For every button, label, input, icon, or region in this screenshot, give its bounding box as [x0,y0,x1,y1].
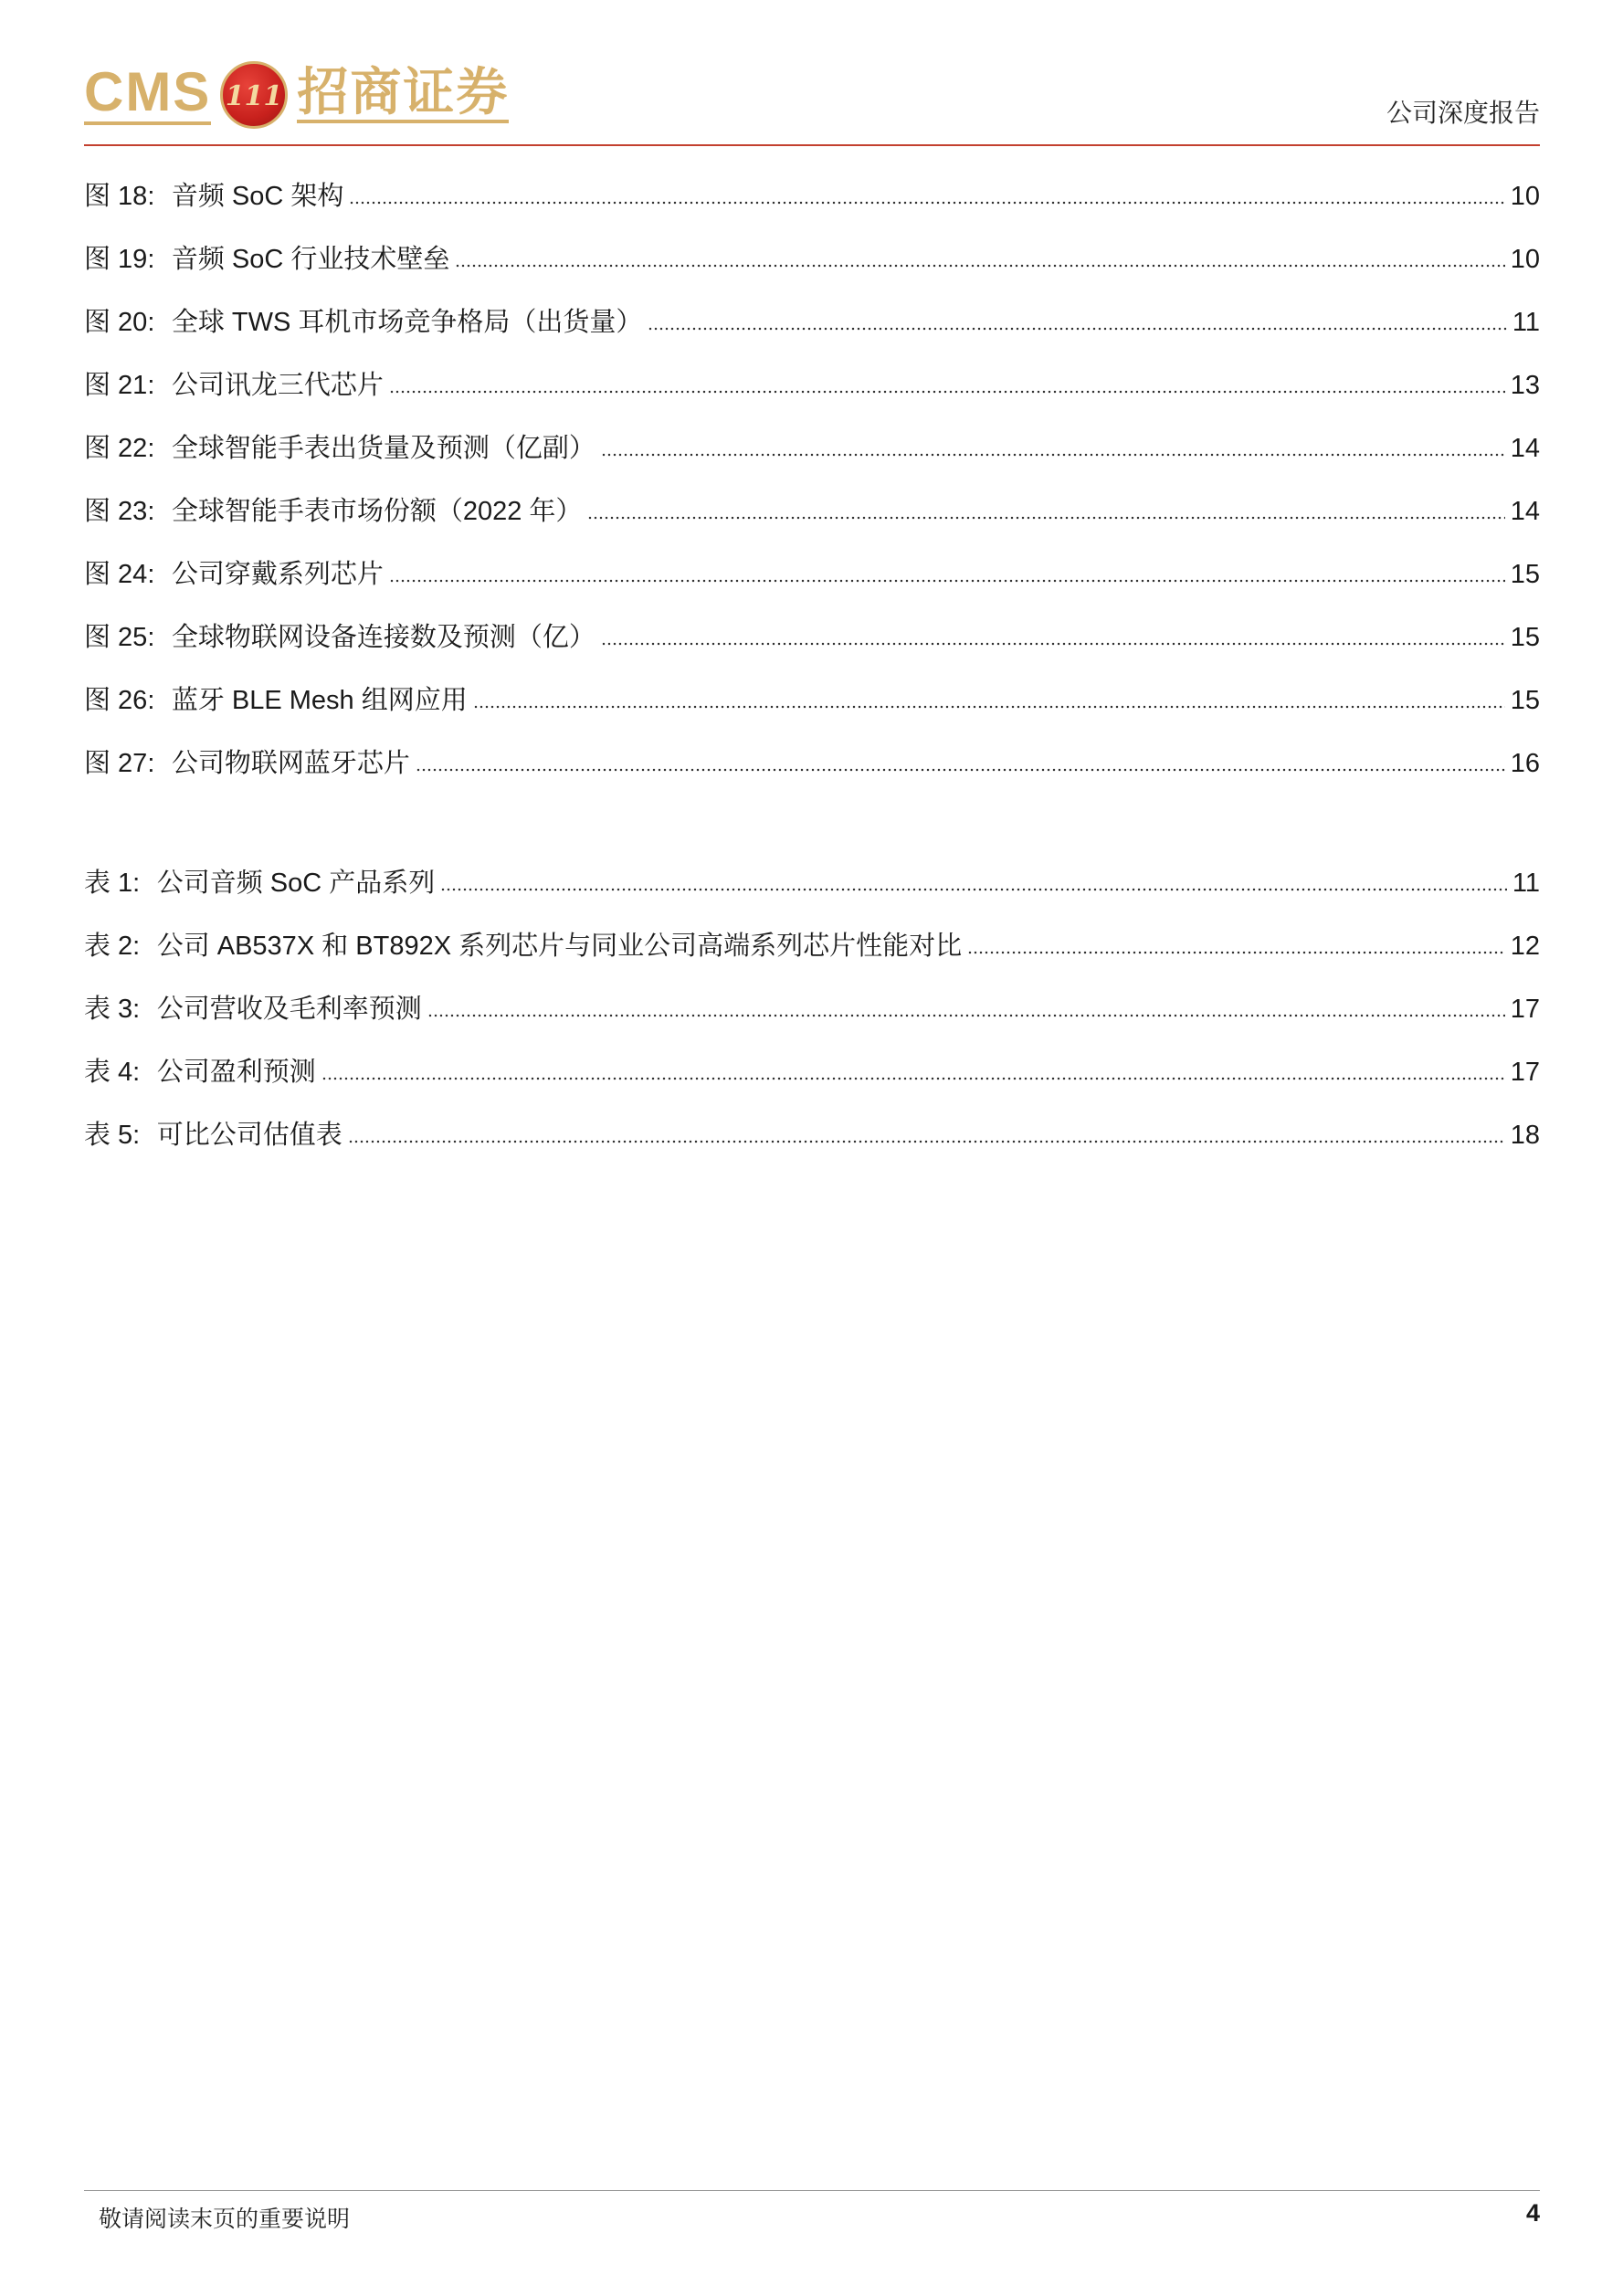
toc-dot-leader [455,264,1504,268]
toc-entry-page: 17 [1510,1058,1540,1087]
logo-emblem-text: 111 [226,80,283,112]
toc-dot-leader [321,1077,1505,1080]
toc-entry-page: 17 [1510,995,1540,1024]
toc-entry-page: 10 [1510,182,1540,211]
cms-logo [84,58,509,132]
toc-entry-label: 图 20: [84,308,155,337]
toc-entry-label: 表 2: [84,932,141,961]
toc-entry-label: 图 25: [84,623,155,652]
toc-entry-label: 表 3: [84,995,141,1024]
toc-dot-leader [967,951,1505,954]
toc-entry-page: 15 [1510,623,1540,652]
page-number: 4 [1525,2199,1540,2227]
toc-entry-label: 图 27: [84,749,155,778]
toc-entry-title: 公司音频 SoC 产品系列 [156,869,436,898]
figure-index [84,164,1540,795]
header-divider [84,144,1540,146]
toc-entry-page: 14 [1510,497,1540,526]
toc-entry[interactable] [84,977,1540,1040]
toc-dot-leader [348,1140,1505,1143]
toc-entry-page: 10 [1510,245,1540,274]
toc-dot-leader [601,642,1505,646]
toc-entry-page: 13 [1510,371,1540,400]
toc-entry[interactable] [84,164,1540,227]
table-of-contents [84,164,1540,1166]
toc-entry-label: 图 26: [84,686,155,715]
toc-entry-title: 蓝牙 BLE Mesh 组网应用 [171,686,468,715]
toc-entry-title: 全球 TWS 耳机市场竞争格局（出货量） [171,308,643,337]
toc-entry-page: 14 [1510,434,1540,463]
footer-divider [84,2190,1540,2191]
toc-entry[interactable] [84,416,1540,479]
toc-entry[interactable] [84,227,1540,290]
logo-chinese-text: 招商证券 [297,62,510,122]
toc-entry-title: 公司讯龙三代芯片 [171,371,384,400]
toc-entry-label: 表 4: [84,1058,141,1087]
toc-dot-leader [440,888,1507,891]
toc-dot-leader [648,327,1507,331]
toc-entry-label: 图 23: [84,497,155,526]
toc-entry-title: 音频 SoC 架构 [171,182,344,211]
toc-entry-title: 公司穿戴系列芯片 [171,560,384,589]
toc-entry[interactable] [84,732,1540,795]
toc-entry[interactable] [84,479,1540,542]
toc-dot-leader [416,768,1505,772]
toc-dot-leader [601,453,1505,457]
toc-entry-page: 18 [1510,1121,1540,1150]
toc-dot-leader [389,579,1505,583]
toc-dot-leader [587,516,1504,520]
toc-entry[interactable] [84,1103,1540,1166]
toc-entry-label: 图 18: [84,182,155,211]
page-header [84,51,1540,146]
toc-entry-label: 图 22: [84,434,155,463]
logo-latin-text: CMS [84,65,211,125]
toc-dot-leader [349,201,1504,205]
toc-entry-title: 可比公司估值表 [156,1121,343,1150]
toc-entry-page: 15 [1510,560,1540,589]
toc-entry-page: 12 [1510,932,1540,961]
toc-entry[interactable] [84,914,1540,977]
toc-entry[interactable] [84,1040,1540,1103]
toc-entry-label: 表 1: [84,869,141,898]
toc-entry-page: 11 [1512,869,1540,898]
toc-entry-page: 11 [1512,308,1540,337]
toc-entry-label: 图 24: [84,560,155,589]
toc-dot-leader [389,390,1505,394]
toc-entry[interactable] [84,290,1540,353]
toc-entry[interactable] [84,353,1540,416]
toc-entry-label: 图 19: [84,245,155,274]
toc-entry[interactable] [84,542,1540,606]
toc-entry[interactable] [84,851,1540,914]
toc-entry[interactable] [84,669,1540,732]
toc-entry[interactable] [84,606,1540,669]
toc-entry-title: 公司盈利预测 [156,1058,316,1087]
toc-entry-title: 音频 SoC 行业技术壁垒 [171,245,450,274]
toc-dot-leader [473,705,1505,709]
footer-disclaimer-note: 敬请阅读末页的重要说明 [99,2206,351,2232]
toc-entry-page: 15 [1510,686,1540,715]
toc-entry-title: 全球智能手表市场份额（2022 年） [171,497,583,526]
toc-entry-title: 公司 AB537X 和 BT892X 系列芯片与同业公司高端系列芯片性能对比 [156,932,963,961]
report-type-label: 公司深度报告 [1386,98,1540,128]
toc-entry-title: 全球智能手表出货量及预测（亿副） [171,434,595,463]
toc-entry-title: 公司营收及毛利率预测 [156,995,422,1024]
toc-entry-label: 图 21: [84,371,155,400]
logo-emblem-icon [220,61,288,129]
toc-entry-label: 表 5: [84,1121,141,1150]
toc-entry-page: 16 [1510,749,1540,778]
toc-dot-leader [427,1014,1505,1017]
toc-entry-title: 公司物联网蓝牙芯片 [171,749,410,778]
table-index [84,851,1540,1166]
toc-entry-title: 全球物联网设备连接数及预测（亿） [171,623,595,652]
